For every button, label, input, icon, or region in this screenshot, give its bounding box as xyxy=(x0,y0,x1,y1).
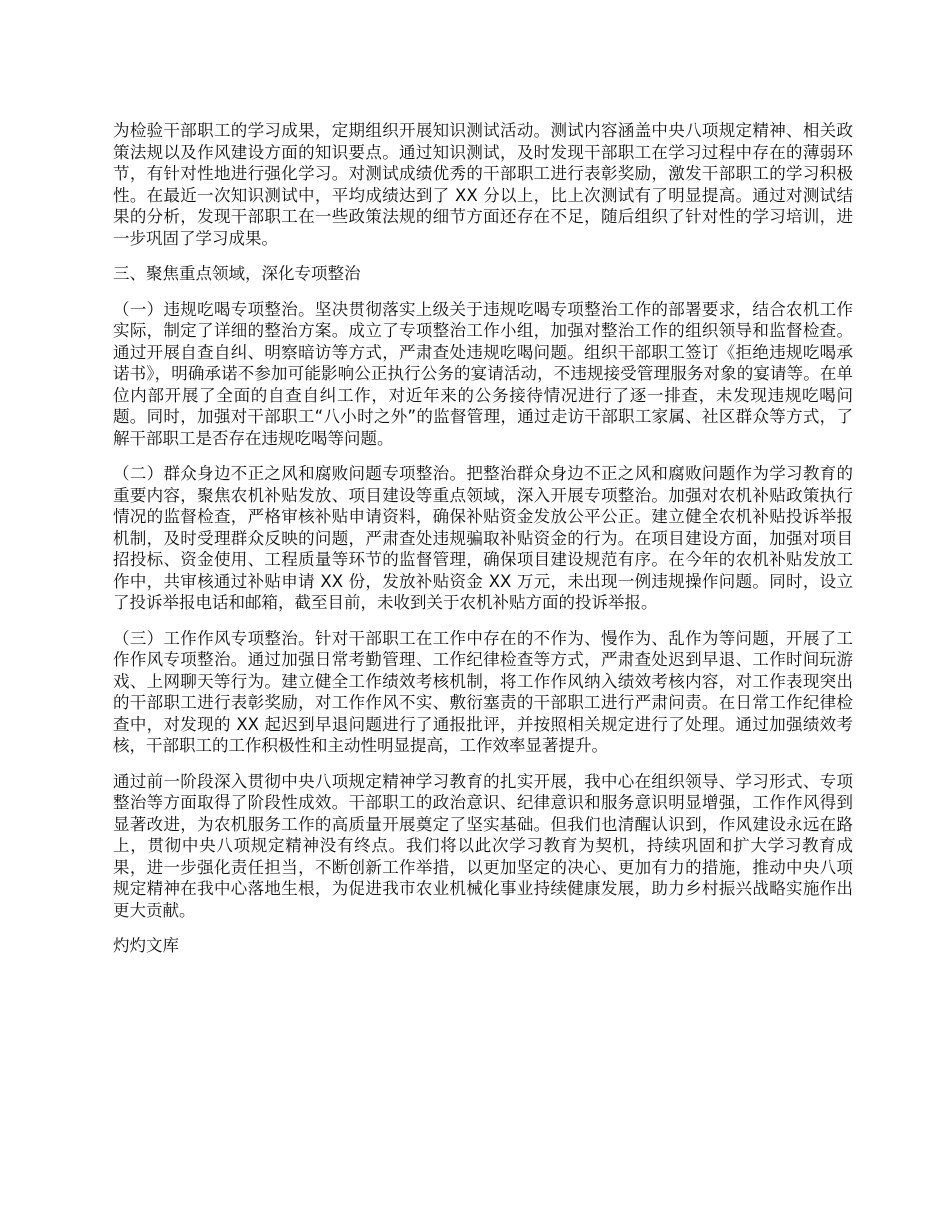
paragraph-conclusion: 通过前一阶段深入贯彻中央八项规定精神学习教育的扎实开展，我中心在组织领导、学习形式、专项整治等方面取得了阶段性成效。干部职工的政治意识、纪律意识和服务意识明显增强，工作作风得到显著改进，为农机服务工作的高质量开展奠定了坚实基础。但我们也清醒认识到，作风建设永远在路上，贯彻中央八项规定精神没有终点。我们将以此次学习教育为契机，持续巩固和扩大学习教育成果，进一步强化责任担当，不断创新工作举措，以更加坚定的决心、更加有力的措施，推动中央八项规定精神在我中心落地生根，为促进我市农业机械化事业持续健康发展，助力乡村振兴战略实施作出更大贡献。 xyxy=(113,771,853,920)
footer-source-label: 灼灼文库 xyxy=(113,936,179,955)
paragraph-banquet-rectification: （一）违规吃喝专项整治。坚决贯彻落实上级关于违规吃喝专项整治工作的部署要求，结合农机工作实际，制定了详细的整治方案。成立了专项整治工作小组，加强对整治工作的组织领导和监督检查。通过开展自查自纠、明察暗访等方式，严肃查处违规吃喝问题。组织干部职工签订《拒绝违规吃喝承诺书》，明确承诺不参加可能影响公正执行公务的宴请活动，不违规接受管理服务对象的宴请等。在单位内部开展了全面的自查自纠工作，对近年来的公务接待情况进行了逐一排查，未发现违规吃喝问题。同时，加强对干部职工“八小时之外”的监督管理，通过走访干部职工家属、社区群众等方式，了解干部职工是否存在违规吃喝等问题。 xyxy=(113,299,853,448)
paragraph-knowledge-test: 为检验干部职工的学习成果，定期组织开展知识测试活动。测试内容涵盖中央八项规定精神、相关政策法规以及作风建设方面的知识要点。通过知识测试，及时发现干部职工在学习过程中存在的薄弱环节，有针对性地进行强化学习。对测试成绩优秀的干部职工进行表彰奖励，激发干部职工的学习积极性。在最近一次知识测试中，平均成绩达到了 XX 分以上，比上次测试有了明显提高。通过对测试结果的分析，发现干部职工在一些政策法规的细节方面还存在不足，随后组织了针对性的学习培训，进一步巩固了学习成果。 xyxy=(113,121,853,248)
document-page xyxy=(113,120,853,957)
paragraph-work-style-rectification: （三）工作作风专项整治。针对干部职工在工作中存在的不作为、慢作为、乱作为等问题，开展了工作作风专项整治。通过加强日常考勤管理、工作纪律检查等方式，严肃查处迟到早退、工作时间玩游戏、上网聊天等行为。建立健全工作绩效考核机制，将工作作风纳入绩效考核内容，对工作表现突出的干部职工进行表彰奖励，对工作作风不实、敷衍塞责的干部职工进行严肃问责。在日常工作纪律检查中，对发现的 XX 起迟到早退问题进行了通报批评，并按照相关规定进行了处理。通过加强绩效考核，干部职工的工作积极性和主动性明显提高，工作效率显著提升。 xyxy=(113,628,853,755)
paragraph-corruption-rectification: （二）群众身边不正之风和腐败问题专项整治。把整治群众身边不正之风和腐败问题作为学习教育的重要内容，聚焦农机补贴发放、项目建设等重点领域，深入开展专项整治。加强对农机补贴政策执行情况的监督检查，严格审核补贴申请资料，确保补贴资金发放公平公正。建立健全农机补贴投诉举报机制，及时受理群众反映的问题，严肃查处违规骗取补贴资金的行为。在项目建设方面，加强对项目招投标、资金使用、工程质量等环节的监督管理，确保项目建设规范有序。在今年的农机补贴发放工作中，共审核通过补贴申请 XX 份，发放补贴资金 XX 万元，未出现一例违规操作问题。同时，设立了投诉举报电话和邮箱，截至目前，未收到关于农机补贴方面的投诉举报。 xyxy=(113,464,853,612)
section-heading-special-rectification: 三、聚焦重点领域，深化专项整治 xyxy=(113,264,361,283)
